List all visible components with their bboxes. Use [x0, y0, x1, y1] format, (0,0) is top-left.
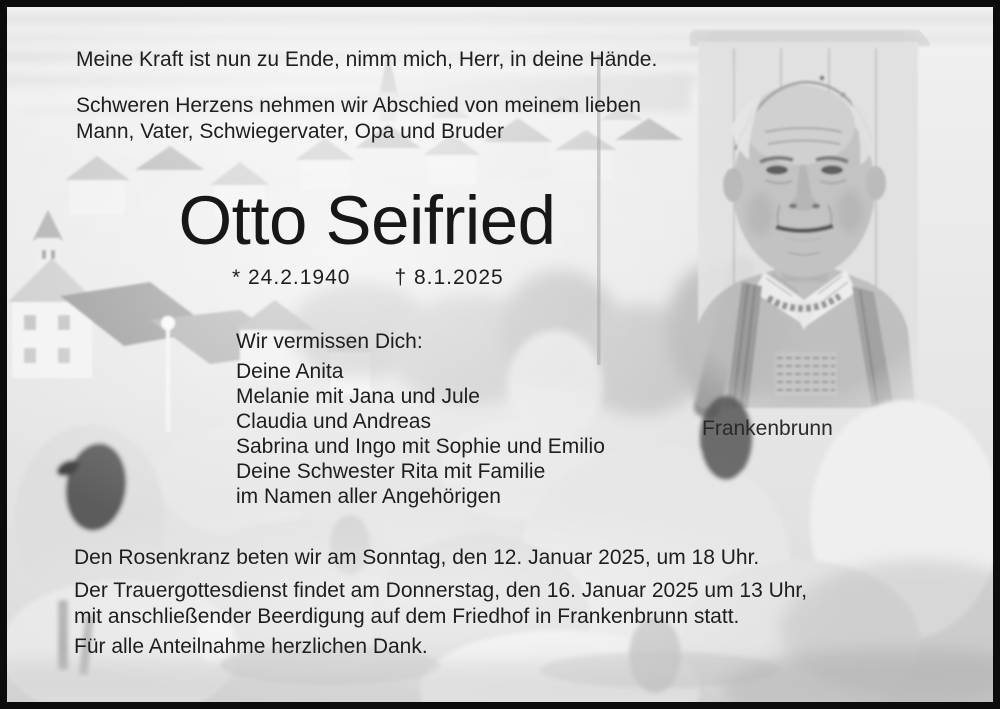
mourner-line: im Namen aller Angehörigen [236, 485, 501, 508]
farewell-intro [76, 93, 641, 145]
farewell-intro-line1: Schweren Herzens nehmen wir Abschied von meinem lieben [76, 94, 641, 117]
death-date: † 8.1.2025 [394, 266, 504, 289]
mourner-line: Deine Schwester Rita mit Familie [236, 460, 546, 483]
mourner-line: Sabrina und Ingo mit Sophie und Emilio [236, 435, 605, 458]
mourner-line: Deine Anita [236, 360, 344, 383]
mourner-line: Melanie mit Jana und Jule [236, 385, 480, 408]
thanks-note: Für alle Anteilnahme herzlichen Dank. [74, 635, 428, 658]
funeral-service-line1: Der Trauergottesdienst findet am Donnerstag, den 16. Januar 2025 um 13 Uhr, [74, 579, 808, 602]
funeral-service-line2: mit anschließender Beerdigung auf dem Friedhof in Frankenbrunn statt. [74, 604, 740, 628]
mourners-list [236, 359, 605, 509]
funeral-service-info [74, 578, 807, 629]
place-caption: Frankenbrunn [702, 417, 833, 440]
rosary-info: Den Rosenkranz beten wir am Sonntag, den 12. Januar 2025, um 18 Uhr. [74, 546, 760, 569]
epigraph: Meine Kraft ist nun zu Ende, nimm mich, Herr, in deine Hände. [76, 48, 658, 71]
mourners-heading: Wir vermissen Dich: [236, 330, 423, 353]
life-dates [232, 266, 504, 290]
farewell-intro-line2: Mann, Vater, Schwiegervater, Opa und Bruder [76, 120, 505, 143]
mourner-line: Claudia und Andreas [236, 410, 431, 433]
birth-date: * 24.2.1940 [232, 266, 351, 289]
deceased-name: Otto Seifried [178, 182, 556, 259]
